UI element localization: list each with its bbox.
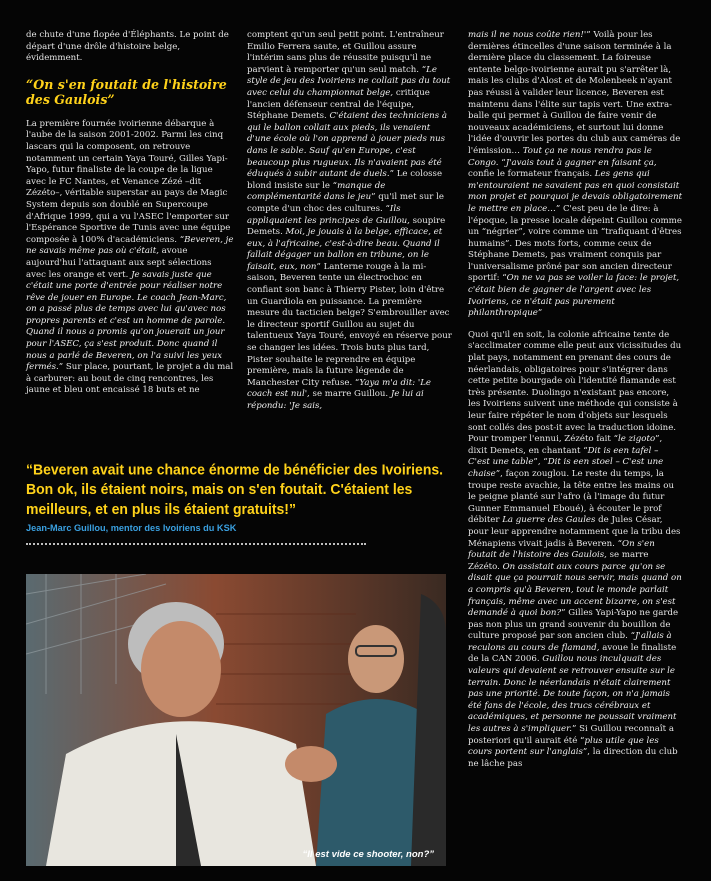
photo-illustration [26,574,446,866]
pull-quote-text: “Beveren avait une chance énorme de bénéficier des Ivoiriens. Bon ok, ils étaient noirs, mais on s'en foutait. C'étaient les meilleurs, et en plus ils étaient gratuits!” [26,460,444,518]
section-subheading: “On s'en foutait de l'histoire des Gaulois” [26,76,227,107]
pull-quote-author: Jean-Marc Guillou, mentor des Ivoiriens du KSK [26,523,237,533]
column-2 [247,30,455,423]
dotted-divider [26,543,366,545]
column-1 [26,30,234,407]
photo-caption: “Il est vide ce shooter, non?” [302,849,434,860]
body-paragraph: Quoi qu'il en soit, la colonie africaine tente de s'acclimater comme elle peut aux vicissitudes du plat pays, notamment en prenant des cours de néerlandais, obligatoires pour s'intégrer dans cette petite bourgade où l'identité flamande est très présente. Duolingo n'existant pas encore, les Ivoiriens suivent une méthode qui consiste à leur faire répéter le nom d'objets sur lesquels sont collés des post-it avec la traduction idoine. Pour tromper l'ennui, Zézéto fait “le zigoto”, dixit Demets, en chantant “Dit is een tafel – C'est une table”, “Dit is een stoel – C'est une chaise”, façon zouglou. Le reste du temps, la troupe reste avachie, la tête entre les mains ou le peigne planté sur l'afro (à l'image du futur Gunner Emmanuel Eboué), à écouter le prof débiter La guerre des Gaules de Jules César, pour leur apprendre notamment que la tribu des Ménapiens vivait jadis à Beveren. “On s'en foutait de l'histoire des Gaulois, se marre Zézéto. On assistait aux cours parce qu'on se disait que ça pourrait nous servir, mais quand on a compris qu'à Beveren, tout le monde parlait français, même avec un accent bizarre, on s'est demandé à quoi bon?” Gilles Yapi-Yapo ne garde pas non plus un grand souvenir du bouillon de culture proposé par son ancien club. “J'allais à reculons au cours de flamand, avoue le finaliste de la CAN 2006. Guillou nous inculquait des valeurs qui devaient se retrouver ensuite sur le terrain. Donc le néerlandais n'était clairement pas une priorité. De toute façon, on n'a jamais été fans de l'école, des trucs cérébraux et académiques, et personne ne poussait vraiment les autres à s'impliquer.” Si Guillou reconnaît a posteriori qu'il aurait été “plus utile que les cours portent sur l'anglais”, la direction du club ne lâche pas [468,329,682,769]
body-paragraph: La première fournée ivoirienne débarque à l'aube de la saison 2001-2002. Parmi les cinq lascars qui la composent, on retrouve notamment un certain Yaya Touré, Gilles Yapi-Yapo, futur finaliste de la coupe de la ligue avec le FC Nantes, et Venance Zézé –dit Zézéto–, véritable superstar au pays de Magic System depuis son doublé en Supercoupe d'Afrique 1999, qui a vu l'ASEC l'emporter sur l'Espérance Sportive de Tunis avec une équipe composée à 100% d'académiciens. “Beveren, je ne savais même pas où c'était, avoue aujourd'hui l'attaquant aux sept sélections avec les orange et vert. Je savais juste que c'était une porte d'entrée pour réaliser notre rêve de jouer en Europe. Le coach Jean-Marc, on a passé plus de temps avec lui qu'avec nos propres parents et c'est un homme de parole. Quand il nous a promis qu'on jouerait un jour pour l'ASEC, ça s'est produit. Donc quand il nous a parlé de Beveren, on l'a suivi les yeux fermés.” Sur place, pourtant, le projet a du mal à carburer: au bout de cinq rencontres, les jaune et bleu ont encaissé 18 buts et ne [26,118,234,396]
body-paragraph: comptent qu'un seul petit point. L'entraîneur Emilio Ferrera saute, et Guillou assure l'intérim sans plus de réussite puisqu'il ne parvient à remporter qu'un seul match. “Le style de jeu des Ivoiriens ne collait pas du tout avec celui du championnat belge, critique l'ancien défenseur central de l'équipe, Stéphane Demets. C'étaient des techniciens à qui le ballon collait aux pieds, ils venaient d'une école où l'on apprend à jouer pieds nus dans le sable. Sauf qu'en Europe, c'est beaucoup plus rugueux. Ils n'avaient pas été éduqués à subir autant de duels.” Le colosse blond insiste sur le “manque de complémentarité dans le jeu” qu'il met sur le compte d'un choc des cultures. “Ils appliquaient les principes de Guillou, soupire Demets. Moi, je jouais à la belge, efficace, et eux, à l'africaine, c'est-à-dire beau. Quand il fallait dégager un ballon en tribune, on le faisait, eux, non” Lanterne rouge à la mi-saison, Beveren tente un électrochoc en confiant son banc à Thierry Pister, loin d'être un Guardiola en puissance. La première mesure du tacticien belge? S'embrouiller avec le directeur sportif Guillou au sujet du talentueux Yaya Touré, envoyé en réserve pour se changer les idées. Trois buts plus tard, Pister souhaite le reprendre en équipe première, mais la future légende de Manchester City refuse. “Yaya m'a dit: 'Le coach est nul', se marre Guillou. Je lui ai répondu: 'Je sais, [247,30,452,411]
pull-quote [26,461,446,533]
body-paragraph: mais il ne nous coûte rien!'” Voilà pour les dernières étincelles d'une saison terminée à la dernière place du classement. La foireuse entente belgo-ivoirienne aurait pu s'arrêter là, mais les clubs d'Alost et de Molenbeek n'ayant pas réussi à valider leur licence, Beveren est maintenu dans l'élite sur tapis vert. Une extra-balle qui permet à Guillou de faire venir de nouveaux académiciens, et surtout lui donne l'idée d'ouvrir les portes du club aux caméras de l'émission… Tout ça ne nous rendra pas le Congo. “J'avais tout à gagner en faisant ça, confie le formateur français. Les gens qui m'entouraient ne savaient pas en quoi consistait mon projet et pourquoi je devais obligatoirement le mettre en place…” C'est peu de le dire: à l'époque, la presse locale dépeint Guillou comme un “négrier”, voire comme un “trafiquant d'êtres humains”. Des mots forts, comme ceux de Stéphane Demets, pas vraiment conquis par l'universalisme prôné par son ancien directeur sportif: “On ne va pas se voiler la face: le projet, c'était bien de gagner de l'argent avec les Ivoiriens, ce n'était pas purement philanthropique” [468,30,683,319]
article-photo [26,574,446,866]
intro-paragraph: de chute d'une flopée d'Éléphants. Le point de départ d'une drôle d'histoire belge, évidemment. [26,30,229,64]
column-3 [468,30,683,780]
